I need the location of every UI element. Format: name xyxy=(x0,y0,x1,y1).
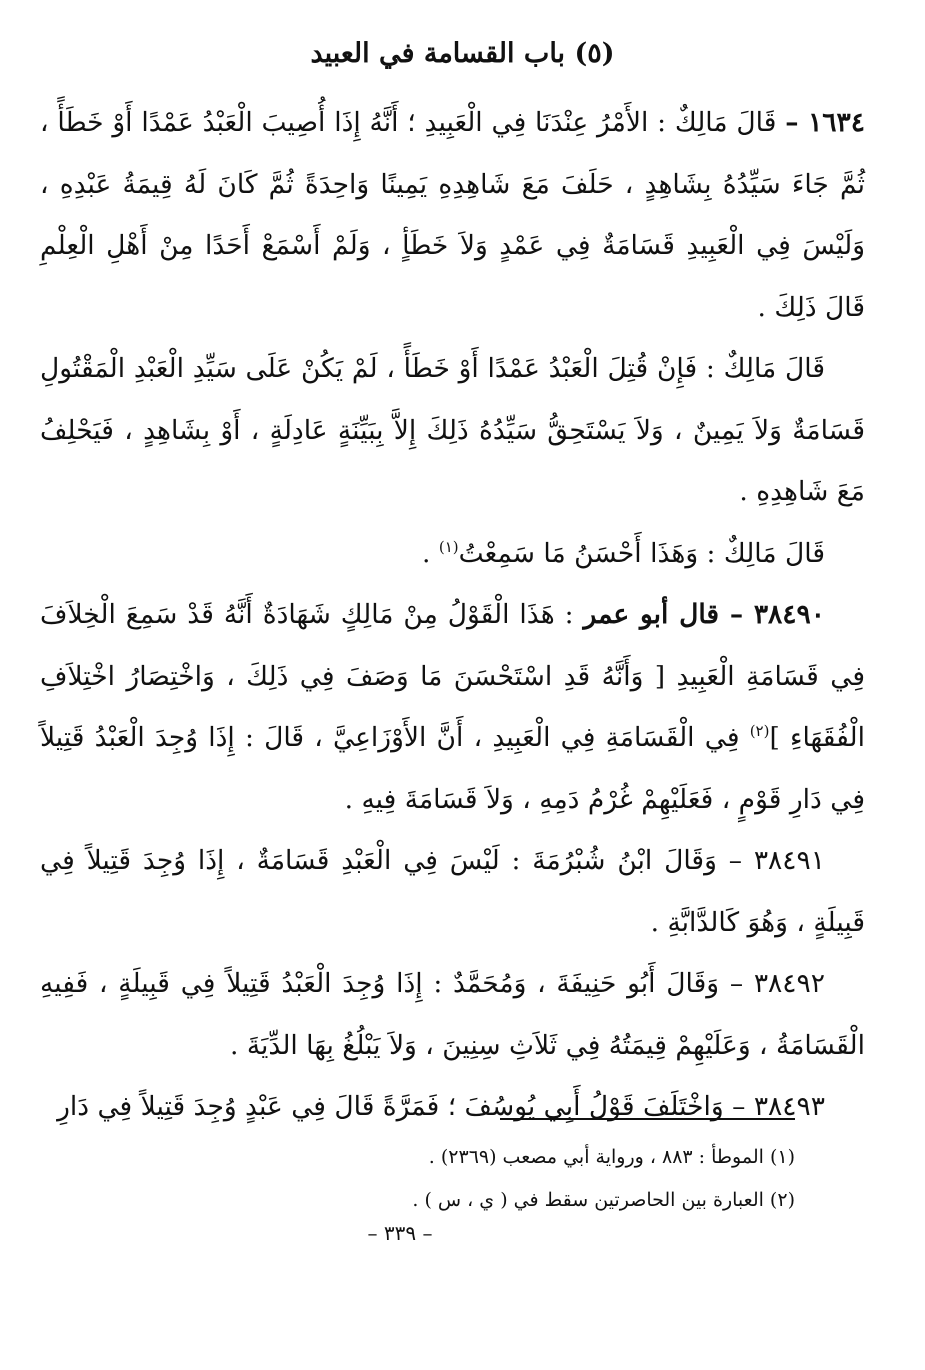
paragraph-text: : هَذَا الْقَوْلُ مِنْ مَالِكٍ شَهَادَةٌ أَنَّهُ قَدْ سَمِعَ الْخِلاَفَ فِي قَسَامَةِ الْعَبِيدِ [ وَأَنَّهُ قَدِ اسْتَحْسَنَ مَا وَصَفَ فِي ذَلِكَ ، وَاخْتِصَارُ اخْتِلاَفِ الْفُقَهَاءِ ] xyxy=(40,599,865,753)
page-number: – ٣٣٩ – xyxy=(367,1221,433,1245)
paragraph-number: ٣٨٤٩١ – xyxy=(728,845,825,876)
paragraph-38492 xyxy=(40,953,865,1076)
paragraph-38493 xyxy=(40,1076,865,1138)
footnote-ref-1: (١) xyxy=(438,537,459,556)
body-text xyxy=(40,92,865,1138)
paragraph-malik-3 xyxy=(40,523,865,585)
paragraph-tail: فِي الْقَسَامَةِ فِي الْعَبِيدِ ، أَنَّ الأَوْزَاعِيَّ ، قَالَ : إِذَا وُجِدَ الْعَبْدُ قَتِيلاً فِي دَارِ قَوْمٍ ، فَعَلَيْهِمْ غُرْمُ دَمِهِ ، وَلاَ قَسَامَةَ فِيهِ . xyxy=(40,722,865,815)
paragraph-text: وَقَالَ ابْنُ شُبْرُمَةَ : لَيْسَ فِي الْعَبْدِ قَسَامَةٌ ، إِذَا وُجِدَ قَتِيلاً فِي قَبِيلَةٍ ، وَهُوَ كَالدَّابَّةِ . xyxy=(40,845,865,938)
footnote-ref-2: (٢) xyxy=(749,722,770,741)
paragraph-number: ٣٨٤٩٢ – xyxy=(729,968,825,999)
paragraph-tail: . xyxy=(422,537,439,569)
paragraph-text: قَالَ مَالِكٌ : الأَمْرُ عِنْدَنَا فِي الْعَبِيدِ ؛ أَنَّهُ إِذَا أُصِيبَ الْعَبْدُ عَمْدًا أَوْ خَطَأً ، ثُمَّ جَاءَ سَيِّدُهُ بِشَاهِدٍ ، حَلَفَ مَعَ شَاهِدِهِ يَمِينًا وَاحِدَةً ثُمَّ كَانَ لَهُ قِيمَةُ عَبْدِهِ ، وَلَيْسَ فِي الْعَبِيدِ قَسَامَةٌ فِي عَمْدٍ وَلاَ خَطَأٍ ، وَلَمْ أَسْمَعْ أَحَدًا مِنْ أَهْلِ الْعِلْمِ قَالَ ذَلِكَ . xyxy=(40,107,865,323)
paragraph-text: وَقَالَ أَبُو حَنِيفَةَ ، وَمُحَمَّدٌ : إِذَا وُجِدَ الْعَبْدُ قَتِيلاً فِي قَبِيلَةٍ ، فَفِيهِ الْقَسَامَةُ ، وَعَلَيْهِمْ قِيمَتُهُ فِي ثَلاَثِ سِنِينَ ، وَلاَ يَبْلُغُ بِهَا الدِّيَةَ . xyxy=(40,968,865,1061)
section-heading: (٥) باب القسامة في العبيد xyxy=(310,38,615,69)
paragraph-text: قَالَ مَالِكٌ : وَهَذَا أَحْسَنُ مَا سَمِعْتُ xyxy=(458,537,825,569)
paragraph-malik-2 xyxy=(40,338,865,523)
paragraph-1634 xyxy=(40,92,865,338)
paragraph-38491 xyxy=(40,830,865,953)
footnotes xyxy=(300,1136,795,1222)
footnote-divider xyxy=(500,1118,795,1120)
paragraph-38490 xyxy=(40,584,865,830)
paragraph-number: ١٦٣٤ – xyxy=(785,107,865,138)
paragraph-number: ٣٨٤٩٠ – قال أبو عمر xyxy=(583,599,825,630)
paragraph-text: قَالَ مَالِكٌ : فَإِنْ قُتِلَ الْعَبْدُ عَمْدًا أَوْ خَطَأً ، لَمْ يَكُنْ عَلَى سَيِّدِ الْعَبْدِ الْمَقْتُولِ قَسَامَةٌ وَلاَ يَمِينٌ ، وَلاَ يَسْتَحِقُّ سَيِّدُهُ ذَلِكَ إِلاَّ بِبَيِّنَةٍ عَادِلَةٍ ، أَوْ بِشَاهِدٍ ، فَيَحْلِفُ مَعَ شَاهِدِهِ . xyxy=(40,353,865,507)
paragraph-text: وَاخْتَلَفَ قَوْلُ أَبِي يُوسُفَ ؛ فَمَرَّةً قَالَ فِي عَبْدٍ وُجِدَ قَتِيلاً فِي دَارِ xyxy=(57,1091,733,1122)
paragraph-number: ٣٨٤٩٣ – xyxy=(732,1091,825,1122)
footnote-1: (١) الموطأ : ٨٨٣ ، ورواية أبي مصعب (٢٣٦٩) . xyxy=(428,1146,795,1168)
footnote-2: (٢) العبارة بين الحاصرتين سقط في ( ي ، س ) . xyxy=(412,1189,795,1211)
